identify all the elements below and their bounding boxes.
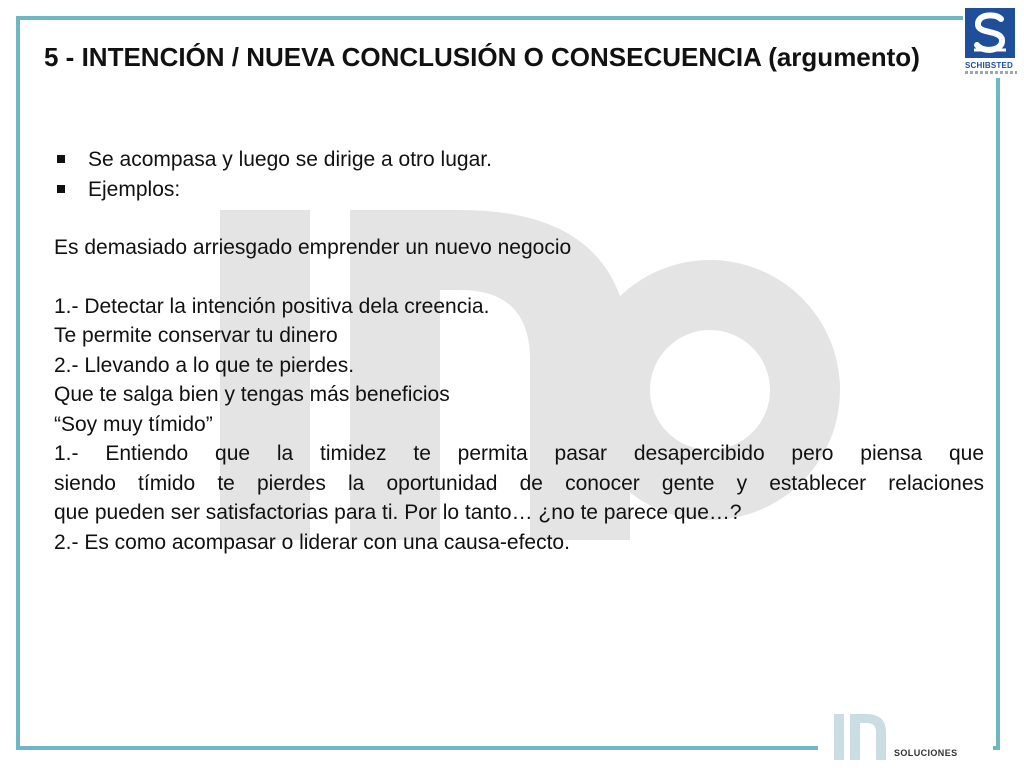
- slide-title: 5 - INTENCIÓN / NUEVA CONCLUSIÓN O CONSECUENCIA (argumento): [44, 42, 920, 72]
- schibsted-logo-text: SCHIBSTED: [965, 61, 1014, 70]
- bullet-text: Se acompasa y luego se dirige a otro lugar.: [88, 148, 492, 171]
- body-line: 2.- Es como acompasar o liderar con una causa-efecto.: [54, 530, 570, 554]
- schibsted-logo-tagline: [965, 71, 1017, 74]
- body-line: Que te salga bien y tengas más beneficios: [54, 383, 450, 406]
- slide-body: [54, 145, 984, 557]
- body-line: que pueden ser satisfactorias para ti. Por lo tanto… ¿no te parece que…?: [54, 501, 742, 524]
- schibsted-logo: [963, 6, 1019, 78]
- body-line: siendo tímido te pierdes la oportunidad de conocer gente y establecer relaciones: [54, 471, 984, 495]
- footer-logo: [818, 700, 993, 768]
- body-line: Te permite conservar tu dinero: [54, 324, 338, 347]
- body-line: 2.- Llevando a lo que te pierdes.: [54, 353, 355, 377]
- body-line: Es demasiado arriesgado emprender un nuevo negocio: [54, 236, 572, 259]
- schibsted-logo-icon: [965, 8, 1015, 58]
- bullet-square-icon: [57, 155, 65, 163]
- body-line: “Soy muy tímido”: [54, 412, 213, 436]
- bullet-item: [54, 145, 984, 175]
- spacer: [54, 204, 984, 233]
- spacer: [54, 263, 984, 292]
- bullet-item: [54, 175, 984, 205]
- bullet-square-icon: [57, 185, 65, 193]
- bullet-text: Ejemplos:: [88, 177, 181, 201]
- body-line: 1.- Entiendo que la timidez te permita pasar desapercibido pero piensa que: [54, 442, 984, 465]
- footer-label: SOLUCIONES: [894, 748, 958, 758]
- body-line: 1.- Detectar la intención positiva dela creencia.: [54, 294, 490, 318]
